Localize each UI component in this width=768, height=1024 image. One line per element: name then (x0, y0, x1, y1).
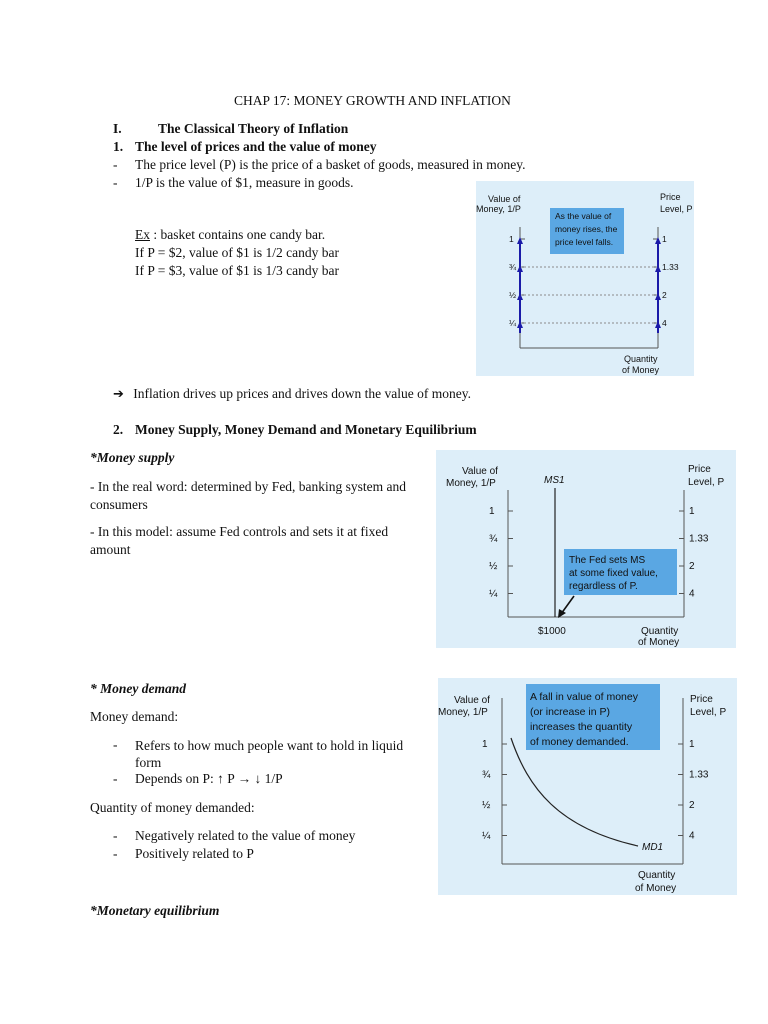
subsection-heading: Money Supply, Money Demand and Monetary Equilibrium (135, 422, 477, 437)
monetary-equilibrium-heading: *Monetary equilibrium (90, 903, 220, 918)
arrow-right-icon: ➔ (113, 387, 124, 402)
example-line (135, 227, 325, 243)
right-tick-label: 1.33 (662, 262, 679, 272)
right-tick-label: 1.33 (689, 533, 709, 545)
left-tick-label: ¾ (489, 533, 498, 545)
example-line: If P = $2, value of $1 is 1/2 candy bar (135, 245, 339, 260)
left-tick-label: ¼ (489, 588, 498, 600)
bullet-text: 1/P is the value of $1, measure in goods. (135, 175, 354, 190)
annotation-text: increases the quantity (530, 721, 633, 733)
arrowhead (517, 321, 523, 328)
arrowhead (655, 237, 661, 244)
bullet-dash: - (113, 157, 118, 172)
bullet-text: The price level (P) is the price of a basket of goods, measured in money. (135, 157, 526, 172)
left-tick-label: 1 (509, 234, 514, 244)
money-demand-heading: * Money demand (90, 681, 186, 696)
arrowhead (655, 293, 661, 300)
conclusion-line (113, 386, 471, 402)
left-tick-label: ¾ (509, 262, 517, 272)
page-title: CHAP 17: MONEY GROWTH AND INFLATION (234, 93, 511, 108)
money-supply-chart (436, 450, 736, 648)
example-line: If P = $3, value of $1 is 1/3 candy bar (135, 263, 339, 278)
bullet-dash: - (113, 175, 118, 190)
left-axis-label: Money, 1/P (438, 707, 488, 718)
left-axis-label: Money, 1/P (476, 204, 521, 214)
x-axis-label: Quantity (641, 626, 679, 637)
section-numeral: I. (113, 121, 122, 136)
bullet-dash: - (113, 737, 118, 752)
x-tick-label: $1000 (538, 626, 566, 637)
subsection-number: 2. (113, 422, 124, 437)
value-of-money-figure (476, 181, 694, 376)
value-of-money-chart (476, 181, 694, 376)
right-axis-label: Level, P (690, 707, 727, 718)
example-text: : basket contains one candy bar. (150, 227, 326, 242)
md1-label: MD1 (642, 842, 664, 853)
money-supply-para: - In this model: assume Fed controls and sets it at fixed amount (90, 524, 389, 557)
annotation-text: As the value of (555, 211, 612, 221)
arrowhead (655, 321, 661, 328)
right-axis-label: Level, P (688, 477, 725, 488)
annotation-text: price level falls. (555, 237, 614, 247)
bullet-text: Refers to how much people want to hold in liquid form (135, 738, 404, 770)
md1-curve (511, 738, 638, 846)
money-demand-intro: Money demand: (90, 709, 179, 724)
bullet-dash: - (113, 828, 118, 843)
bullet-text: Positively related to P (135, 846, 254, 861)
x-axis-label: of Money (635, 883, 677, 894)
right-tick-label: 2 (689, 561, 695, 572)
right-tick-label: 4 (662, 318, 667, 328)
annotation-text: The Fed sets MS (569, 555, 646, 566)
right-tick-label: 2 (662, 290, 667, 300)
subsection-number: 1. (113, 139, 124, 154)
right-axis-label: Price (660, 192, 681, 202)
right-tick-label: 4 (689, 588, 695, 600)
example-label: Ex (135, 227, 150, 242)
left-tick-label: 1 (489, 506, 495, 517)
right-tick-label: 2 (689, 800, 695, 811)
right-tick-label: 1 (689, 739, 695, 750)
annotation-text: money rises, the (555, 224, 618, 234)
money-demand-figure (438, 678, 737, 895)
x-axis-label: Quantity (638, 870, 676, 881)
annotation-text: at some fixed value, (569, 568, 658, 579)
arrowhead (517, 265, 523, 272)
bullet-text: Depends on P: ↑ P → ↓ 1/P (135, 771, 283, 786)
left-tick-label: ½ (482, 800, 491, 811)
ms1-label: MS1 (544, 475, 565, 486)
bullet-dash: - (113, 771, 118, 786)
left-axis-label: Value of (488, 194, 521, 204)
right-axis-label: Price (690, 694, 713, 705)
left-tick-label: 1 (482, 739, 488, 750)
right-tick-label: 1.33 (689, 769, 709, 781)
money-demand-chart (438, 678, 737, 895)
left-tick-label: ¼ (509, 318, 517, 328)
left-tick-label: ¾ (482, 769, 491, 781)
right-axis-label: Level, P (660, 204, 693, 214)
money-supply-figure (436, 450, 736, 648)
left-tick-label: ½ (489, 561, 498, 572)
money-supply-para: - In the real word: determined by Fed, banking system and consumers (90, 479, 407, 512)
conclusion-text: Inflation drives up prices and drives down the value of money. (133, 386, 471, 401)
annotation-text: of money demanded. (530, 736, 629, 748)
section-heading: The Classical Theory of Inflation (158, 121, 349, 136)
bullet-text: Negatively related to the value of money (135, 828, 356, 843)
left-axis-label: Value of (462, 466, 498, 477)
x-axis-label: of Money (638, 637, 680, 648)
left-tick-label: ½ (509, 290, 517, 300)
arrowhead (517, 237, 523, 244)
annotation-text: regardless of P. (569, 581, 638, 592)
annotation-text: A fall in value of money (530, 691, 638, 703)
money-supply-heading: *Money supply (90, 450, 175, 465)
left-tick-label: ¼ (482, 830, 491, 842)
annotation-text: (or increase in P) (530, 706, 610, 718)
right-tick-label: 4 (689, 830, 695, 842)
arrowhead (517, 293, 523, 300)
right-tick-label: 1 (689, 506, 695, 517)
left-axis-label: Value of (454, 695, 490, 706)
x-axis-label: Quantity (624, 354, 658, 364)
right-tick-label: 1 (662, 234, 667, 244)
subsection-heading: The level of prices and the value of money (135, 139, 377, 154)
left-axis-label: Money, 1/P (446, 478, 496, 489)
arrowhead (655, 265, 661, 272)
x-axis-label: of Money (622, 365, 660, 375)
right-axis-label: Price (688, 464, 711, 475)
qty-intro: Quantity of money demanded: (90, 800, 255, 815)
bullet-dash: - (113, 846, 118, 861)
